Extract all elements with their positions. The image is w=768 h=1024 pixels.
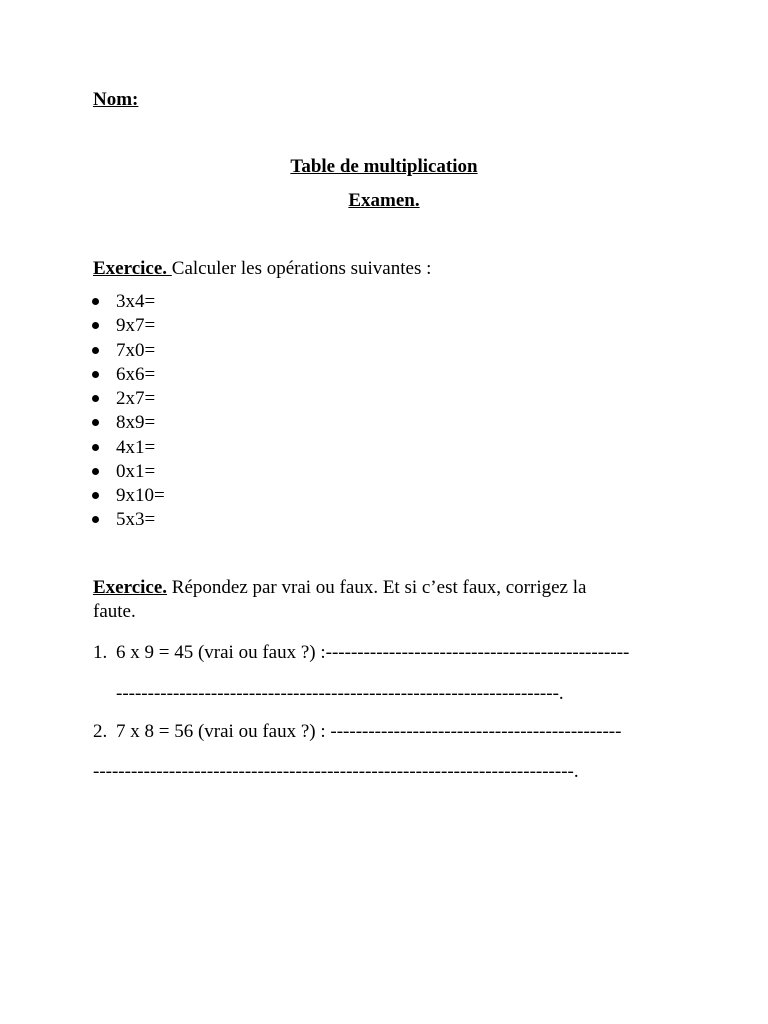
operation-text: 9x7=	[116, 315, 156, 336]
exercise-1-heading	[93, 257, 431, 281]
bullet-icon	[92, 371, 99, 378]
bullet-icon	[92, 492, 99, 499]
item-statement-line	[116, 641, 629, 665]
bullet-icon	[92, 298, 99, 305]
operation-text: 0x1=	[116, 461, 156, 482]
answer-blank-continuation[interactable]: ----------------------------------------------------------------------------.	[93, 761, 579, 782]
item-number: 2.	[93, 721, 108, 742]
operation-text: 8x9=	[116, 412, 156, 433]
operation-text: 9x10=	[116, 485, 165, 506]
operation-text: 2x7=	[116, 388, 156, 409]
exercise-1-instruction: Calculer les opérations suivantes :	[171, 258, 432, 279]
operation-text: 6x6=	[116, 364, 156, 385]
bullet-icon	[92, 347, 99, 354]
name-label: Nom:	[93, 89, 139, 110]
item-statement-line	[116, 720, 621, 744]
operation-text: 5x3=	[116, 509, 156, 530]
bullet-icon	[92, 322, 99, 329]
bullet-icon	[92, 516, 99, 523]
exercise-1-label: Exercice.	[93, 258, 172, 279]
document-subtitle: Examen.	[348, 190, 420, 211]
document-title: Table de multiplication	[290, 156, 478, 177]
bullet-icon	[92, 444, 99, 451]
answer-blank-continuation[interactable]: ----------------------------------------------------------------------.	[116, 683, 564, 704]
operation-text: 4x1=	[116, 437, 156, 458]
answer-blank[interactable]: ----------------------------------------------	[330, 721, 622, 742]
exercise-2-label: Exercice.	[93, 577, 168, 598]
exercise-2-heading	[93, 576, 586, 600]
item-number: 1.	[93, 642, 108, 663]
exercise-2-instruction: Répondez par vrai ou faux. Et si c’est faux, corrigez la	[167, 577, 587, 598]
bullet-icon	[92, 395, 99, 402]
bullet-icon	[92, 468, 99, 475]
answer-blank[interactable]: ------------------------------------------------	[325, 642, 630, 663]
operation-text: 3x4=	[116, 291, 156, 312]
item-statement: 7 x 8 = 56 (vrai ou faux ?) :	[116, 721, 331, 742]
exercise-2-instruction-continued: faute.	[93, 601, 136, 622]
item-statement: 6 x 9 = 45 (vrai ou faux ?) :	[116, 642, 326, 663]
operation-text: 7x0=	[116, 340, 156, 361]
bullet-icon	[92, 419, 99, 426]
